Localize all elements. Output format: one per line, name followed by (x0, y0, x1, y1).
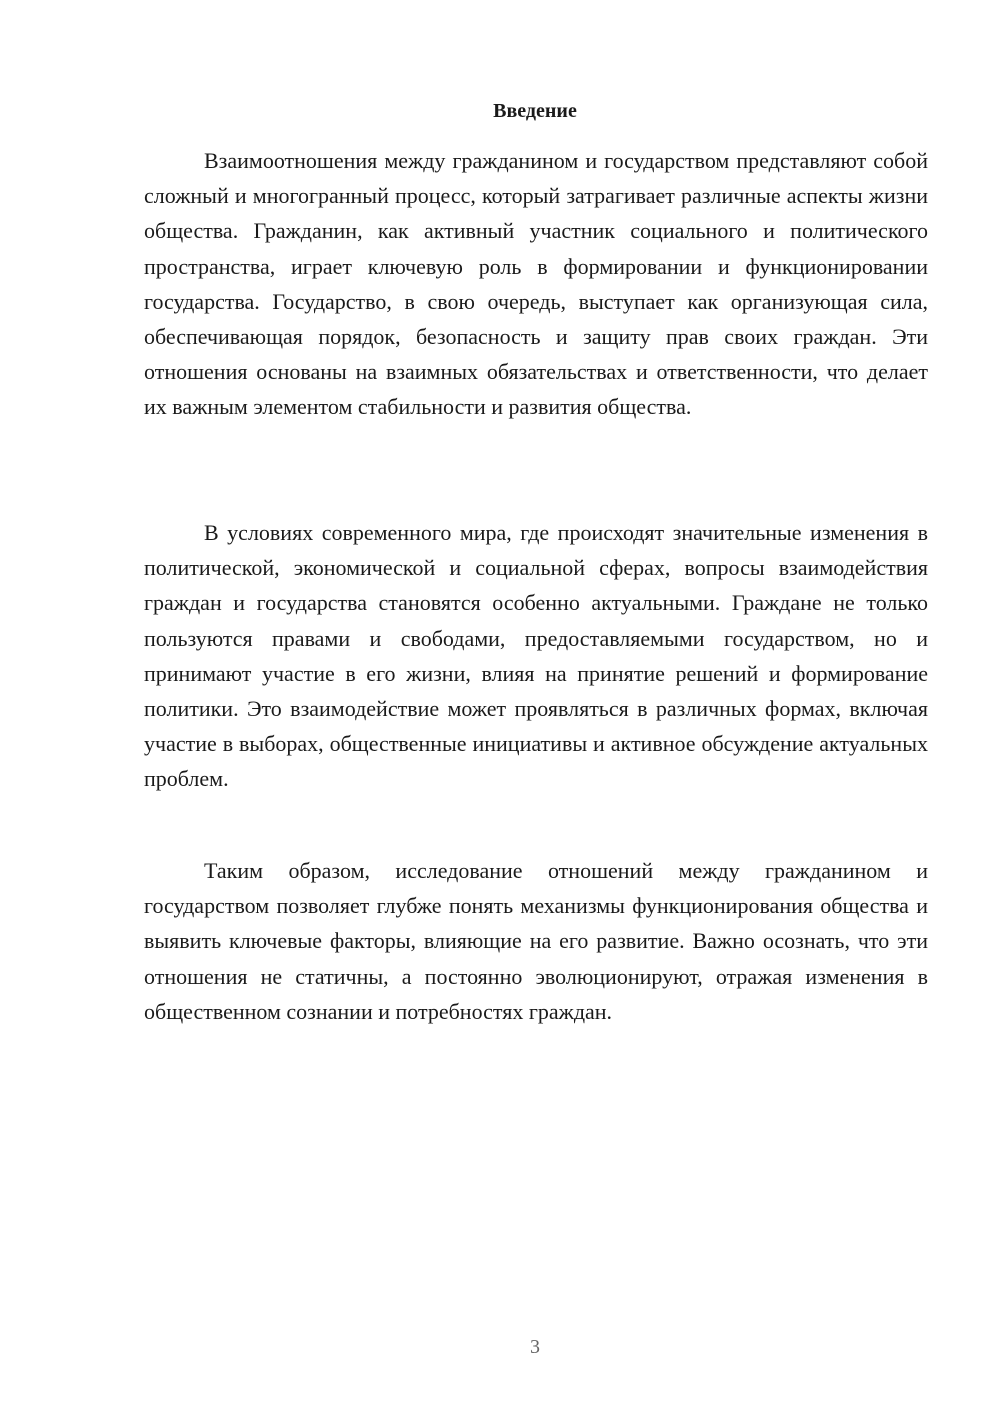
paragraph-2: В условиях современного мира, где происходят значительные изменения в политической, экономической и социальной сферах, вопросы взаимодействия граждан и государства становятся особенно актуальными. Граждане не только пользуются правами и свободами, предоставляемыми государством, но и принимают участие в его жизни, влияя на принятие решений и формирование политики. Это взаимодействие может проявляться в различных формах, включая участие в выборах, общественные инициативы и активное обсуждение актуальных проблем. (144, 520, 928, 792)
page-number: 3 (530, 1336, 540, 1358)
paragraph-block-2 (144, 515, 928, 797)
paragraph-1: Взаимоотношения между гражданином и государством представляют собой сложный и многогранный процесс, который затрагивает различные аспекты жизни общества. Гражданин, как активный участник социального и политического пространства, играет ключевую роль в формировании и функционировании государства. Государство, в свою очередь, выступает как организующая сила, обеспечивающая порядок, безопасность и защиту прав своих граждан. Эти отношения основаны на взаимных обязательствах и ответственности, что делает их важным элементом стабильности и развития общества. (144, 148, 928, 420)
paragraph-block-3 (144, 853, 928, 1029)
paragraph-block-1 (144, 143, 928, 425)
paragraph-3: Таким образом, исследование отношений между гражданином и государством позволяет глубже понять механизмы функционирования общества и выявить ключевые факторы, влияющие на его развитие. Важно осознать, что эти отношения не статичны, а постоянно эволюционируют, отражая изменения в общественном сознании и потребностях граждан. (144, 858, 928, 1024)
page-title: Введение (493, 100, 577, 122)
